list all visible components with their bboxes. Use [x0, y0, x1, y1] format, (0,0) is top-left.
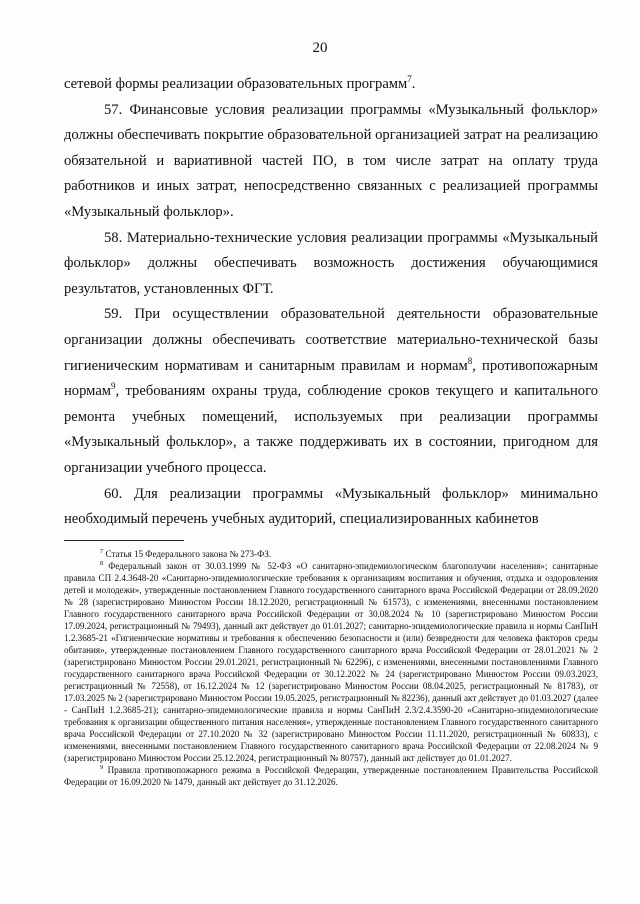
paragraph-60: 60. Для реализации программы «Музыкальный фольклор» минимально необходимый перечень учебных аудиторий, специализированных кабинетов — [64, 485, 598, 528]
footnote-ref: 9 — [111, 381, 116, 392]
footnotes — [64, 548, 598, 788]
footnote — [64, 560, 598, 764]
paragraph-tail: . — [411, 76, 416, 92]
paragraph-57: 57. Финансовые условия реализации программы «Музыкальный фольклор» должны обеспечивать покрытие образовательной организацией затрат на реализацию обязательной и вариативной частей ПО, в том числе затрат на оплату труда работников и иных затрат, непосредственно связанных с реализацией программы «Музыкальный фольклор». — [64, 101, 598, 220]
paragraph-continued — [64, 72, 598, 98]
footnote-mark: 9 — [100, 763, 104, 771]
footnote-text: Статья 15 Федерального закона № 273-ФЗ. — [105, 549, 272, 559]
paragraph-text: 59. При осуществлении образовательной деятельности образовательные организации должны обеспечивать соответствие материально-технической базы гигиеническим нормативам и санитарным правилам и нормам — [64, 306, 598, 374]
footnote-ref: 7 — [407, 74, 412, 85]
paragraph-text-mid: , противопожарным нормам — [64, 357, 598, 400]
footnote-ref: 8 — [467, 355, 473, 366]
footnote — [64, 548, 598, 560]
paragraph-text: сетевой формы реализации образовательных программ — [64, 76, 408, 92]
paragraph-tail: , требованиям охраны труда, соблюдение сроков текущего и капитального ремонта учебных помещений, используемых при реализации программы «Музыкальный фольклор», а также поддерживать их в состоянии, пригодном для организации учебного процесса. — [64, 383, 598, 476]
page-number: 20 — [312, 40, 328, 56]
footnote-mark: 7 — [100, 547, 104, 555]
main-text — [64, 72, 598, 533]
footnote — [64, 764, 598, 788]
footnote-text: Федеральный закон от 30.03.1999 № 52-ФЗ «О санитарно-эпидемиологическом благополучии населения»; санитарные правила СП 2.4.3648-20 «Санитарно-эпидемиологические требования к организациям воспитания и обучения, отдыха и оздоровления детей и молодежи», утвержденные постановлением Главного государственного санитарного врача Российской Федерации от 28.09.2020 № 28 (зарегистрировано Минюстом России 18.12.2020, регистрационный № 61573), с изменениями, внесенными постановлением Главного государственного санитарного врача Российской Федерации от 30.08.2024 № 10 (зарегистрировано Минюстом России 17.09.2024, регистрационный № 79493), данный акт действует до 01.01.2027; санитарно-эпидемиологические правила и нормы СанПиН 1.2.3685-21 «Гигиенические нормативы и требования к обеспечению безопасности и (или) безвредности для человека факторов среды обитания», утвержденные постановлением Главного государственного санитарного врача Российской Федерации от 28.01.2021 № 2 (зарегистрировано Минюстом России 29.01.2021, регистрационный № 62296), с изменениями, внесенными постановлениями Главного государственного санитарного врача Российской Федерации от 30.12.2022 № 24 (зарегистрировано Минюстом России 09.03.2023, регистрационный № 72558), от 16.12.2024 № 12 (зарегистрировано Минюстом России 08.04.2025, регистрационный № 81783), от 17.03.2025 № 2 (зарегистрировано Минюстом России 19.05.2025, регистрационный № 82236), данный акт действует до 01.03.2027 (далее - СанПиН 1.2.3685-21); санитарно-эпидемиологические правила и нормы СанПиН 2.3/2.4.3590-20 «Санитарно-эпидемиологические требования к организации общественного питания населения», утвержденные постановлением Главного государственного санитарного врача Российской Федерации от 27.10.2020 № 32 (зарегистрировано Минюстом России 11.11.2020, регистрационный № 60833), с изменениями, внесенными постановлением Главного государственного санитарного врача Российской Федерации от 22.08.2024 № 9 (зарегистрировано Минюстом России 25.12.2024, регистрационный № 80757), данный акт действует до 01.01.2027. — [64, 561, 598, 763]
paragraph-59 — [64, 302, 598, 481]
paragraph-58: 58. Материально-технические условия реализации программы «Музыкальный фольклор» должны обеспечивать возможность достижения обучающимися результатов, установленных ФГТ. — [64, 229, 598, 297]
footnote-mark: 8 — [100, 559, 104, 567]
footnote-text: Правила противопожарного режима в Российской Федерации, утвержденные постановлением Правительства Российской Федерации от 16.09.2020 № 1479, данный акт действует до 31.12.2026. — [64, 765, 598, 787]
footnote-separator — [64, 540, 184, 541]
